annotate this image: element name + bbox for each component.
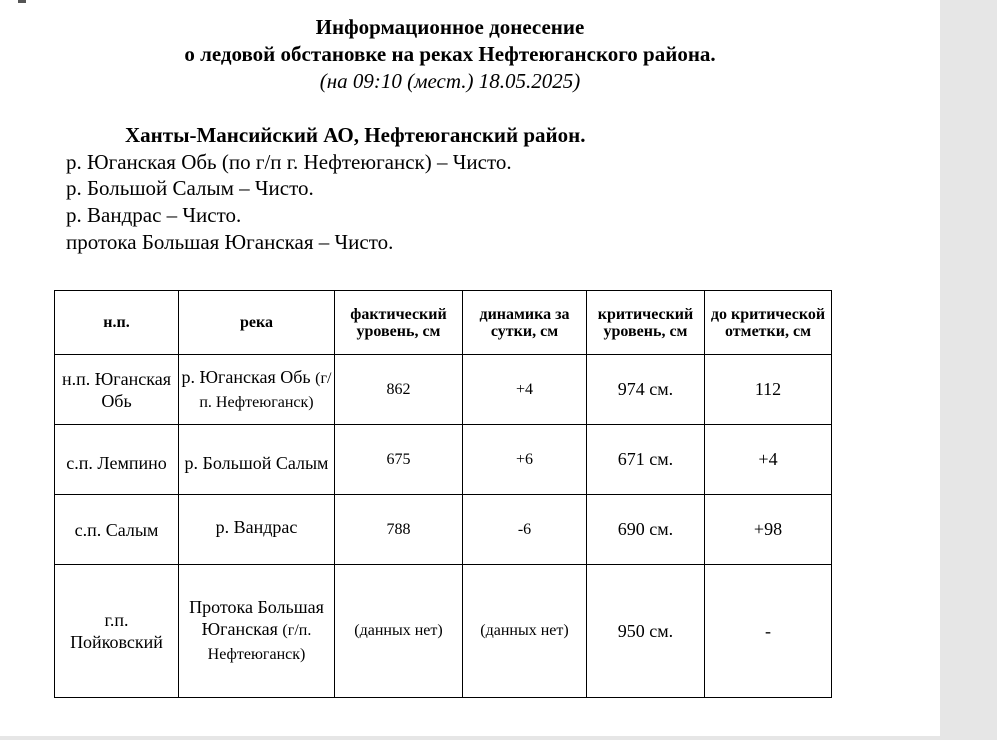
header-settlement: н.п. [55, 291, 179, 355]
river-note: (г/п. Нефтеюганск) [199, 369, 332, 411]
river-name: Протока Большая Юганская [189, 597, 324, 639]
report-subtitle: о ледовой обстановке на реках Нефтеюганского района. [184, 42, 716, 66]
cell-to-critical: - [705, 565, 832, 698]
river-status-3: р. Вандрас – Чисто. [66, 203, 242, 227]
cell-critical-level: 690 см. [587, 495, 705, 565]
cell-river [179, 355, 335, 425]
cell-actual-level: (данных нет) [335, 565, 463, 698]
cell-critical-level: 974 см. [587, 355, 705, 425]
river-name: р. Юганская Обь [181, 366, 311, 387]
region-heading: Ханты-Мансийский АО, Нефтеюганский район. [125, 123, 586, 147]
cell-dynamics: (данных нет) [463, 565, 587, 698]
river-status-2: р. Большой Салым – Чисто. [66, 176, 314, 200]
river-note: (г/п. Нефтеюганск) [207, 622, 312, 663]
header-to-critical: до критической отметки, см [705, 291, 832, 355]
header-river: река [179, 291, 335, 355]
cell-to-critical: +4 [705, 425, 832, 495]
header-dynamics: динамика за сутки, см [463, 291, 587, 355]
water-level-table [54, 290, 832, 698]
cell-to-critical: +98 [705, 495, 832, 565]
header-critical-level: критический уровень, см [587, 291, 705, 355]
cell-settlement: с.п. Лемпино [55, 425, 179, 495]
cell-actual-level: 675 [335, 425, 463, 495]
table-row [55, 565, 832, 698]
crop-mark [18, 0, 26, 3]
cell-river: р. Вандрас [179, 495, 335, 565]
river-status-4: протока Большая Юганская – Чисто. [66, 230, 394, 254]
cell-dynamics: -6 [463, 495, 587, 565]
river-status-1: р. Юганская Обь (по г/п г. Нефтеюганск) – Чисто. [66, 150, 512, 174]
cell-settlement: г.п. Пойковский [55, 565, 179, 698]
table-row [55, 425, 832, 495]
cell-settlement: н.п. Юганская Обь [55, 355, 179, 425]
cell-critical-level: 950 см. [587, 565, 705, 698]
cell-actual-level: 788 [335, 495, 463, 565]
header-actual-level: фактический уровень, см [335, 291, 463, 355]
table-row [55, 355, 832, 425]
table-row [55, 495, 832, 565]
table-header-row [55, 291, 832, 355]
report-title: Информационное донесение [315, 15, 585, 39]
cell-river [179, 565, 335, 698]
cell-to-critical: 112 [705, 355, 832, 425]
cell-critical-level: 671 см. [587, 425, 705, 495]
report-date: (на 09:10 (мест.) 18.05.2025) [319, 69, 581, 93]
cell-actual-level: 862 [335, 355, 463, 425]
cell-river: р. Большой Салым [179, 425, 335, 495]
viewer-scrollbar-area[interactable] [940, 0, 997, 740]
cell-dynamics: +6 [463, 425, 587, 495]
cell-dynamics: +4 [463, 355, 587, 425]
cell-settlement: с.п. Салым [55, 495, 179, 565]
